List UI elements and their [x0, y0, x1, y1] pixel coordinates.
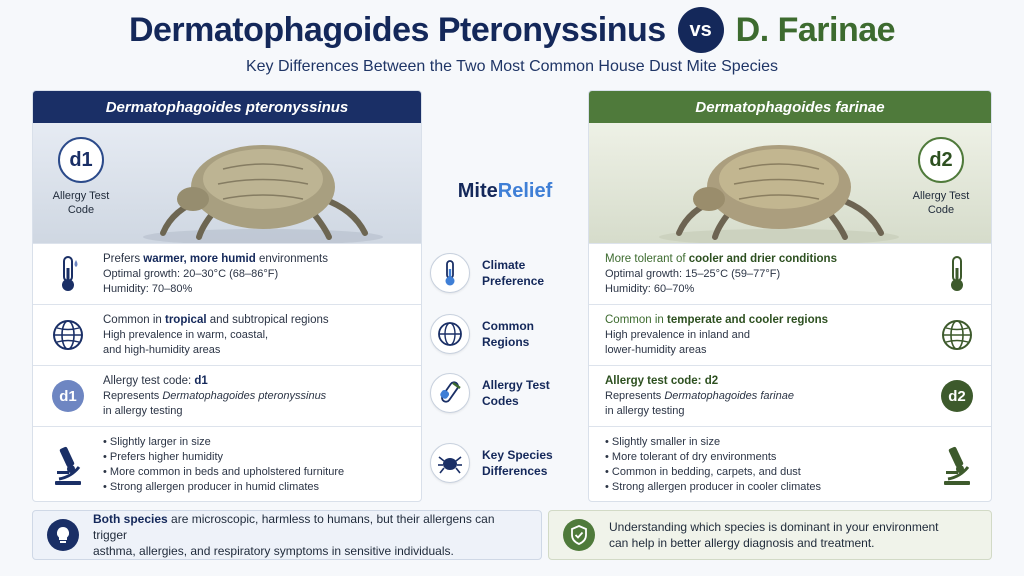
thermometer-icon — [55, 254, 81, 294]
lightbulb-icon — [54, 525, 72, 545]
microscope-icon — [51, 443, 85, 487]
subtitle: Key Differences Between the Two Most Common House Dust Mite Species — [245, 58, 779, 75]
mid-item-codes: Allergy Test Codes — [430, 368, 586, 418]
left-climate-growth: Optimal growth: 20–30°C (68–86°F) — [103, 267, 279, 280]
globe-icon — [940, 318, 974, 352]
right-hero — [589, 123, 991, 243]
climate-emphasis: warmer, more humid — [143, 252, 256, 265]
right-row-climate: More tolerant of cooler and drier conditions Optimal growth: 15–25°C (59–77°F) Humidity: 60–70% — [589, 243, 991, 304]
mid-item-regions: Common Regions — [430, 309, 586, 359]
mite-icon — [437, 451, 463, 475]
globe-icon — [51, 318, 85, 352]
right-differences-list — [605, 435, 919, 495]
list-item: • Strong allergen producer in cooler climates — [605, 480, 919, 495]
d2-badge: d2 — [941, 380, 973, 412]
left-row-codes: d1 Allergy test code: d1 Represents Dermatophagoides pteronyssinus in allergy testing — [33, 365, 421, 426]
left-code-circle: d1 — [58, 137, 104, 183]
right-row-differences — [589, 426, 991, 502]
right-row-regions: Common in temperate and cooler regions High prevalence in inland and lower-humidity areas — [589, 304, 991, 365]
vs-badge: vs — [678, 7, 724, 53]
mid-item-climate: Climate Preference — [430, 248, 586, 298]
thermometer-icon — [944, 254, 970, 294]
left-row-differences — [33, 426, 421, 502]
list-item: • Strong allergen producer in humid climates — [103, 480, 344, 495]
thermometer-icon — [440, 259, 460, 287]
left-code-label-1: Allergy Test — [52, 190, 110, 202]
test-tube-icon — [437, 379, 463, 407]
list-item: • Prefers higher humidity — [103, 450, 344, 465]
title-right: D. Farinae — [735, 10, 896, 49]
microscope-icon — [940, 443, 974, 487]
list-item: • Common in bedding, carpets, and dust — [605, 465, 919, 480]
left-code-label-2: Code — [67, 204, 95, 216]
note-right: Understanding which species is dominant in your environment can help in better allergy diagnosis and treatment. — [548, 510, 992, 560]
left-differences-list — [103, 435, 344, 495]
left-hero — [33, 123, 421, 243]
mite-illustration-right — [649, 129, 909, 243]
title-row — [0, 8, 1024, 52]
left-code-block — [41, 137, 121, 217]
right-code-label-2: Code — [927, 204, 955, 216]
globe-icon — [437, 321, 463, 347]
list-item: • More common in beds and upholstered furniture — [103, 465, 344, 480]
right-row-codes: Allergy test code: d2 Represents Dermatophagoides farinae in allergy testing d2 — [589, 365, 991, 426]
right-panel — [588, 90, 992, 502]
mite-illustration-left — [133, 129, 393, 243]
left-row-climate: Prefers warmer, more humid environments Optimal growth: 20–30°C (68–86°F) Humidity: 70–80% — [33, 243, 421, 304]
list-item: • Slightly smaller in size — [605, 435, 919, 450]
list-item: • Slightly larger in size — [103, 435, 344, 450]
left-panel — [32, 90, 422, 502]
list-item: • More tolerant of dry environments — [605, 450, 919, 465]
left-climate-humidity: Humidity: 70–80% — [103, 282, 193, 295]
mid-item-differences: Key Species Differences — [430, 438, 586, 488]
shield-check-icon — [570, 525, 588, 545]
left-row-regions: Common in tropical and subtropical regions High prevalence in warm, coastal, and high-humidity areas — [33, 304, 421, 365]
right-code-block — [901, 137, 981, 217]
right-panel-header: Dermatophagoides farinae — [589, 91, 991, 123]
brand-logo: MiteRelief — [457, 180, 553, 202]
title-left: Dermatophagoides Pteronyssinus — [128, 10, 666, 49]
right-code-label-1: Allergy Test — [912, 190, 970, 202]
right-code-circle: d2 — [918, 137, 964, 183]
d1-badge: d1 — [52, 380, 84, 412]
left-panel-header: Dermatophagoides pteronyssinus — [33, 91, 421, 123]
note-left: Both species are microscopic, harmless to humans, but their allergens can trigger asthma, allergies, and respiratory symptoms in sensitive individuals. — [32, 510, 542, 560]
